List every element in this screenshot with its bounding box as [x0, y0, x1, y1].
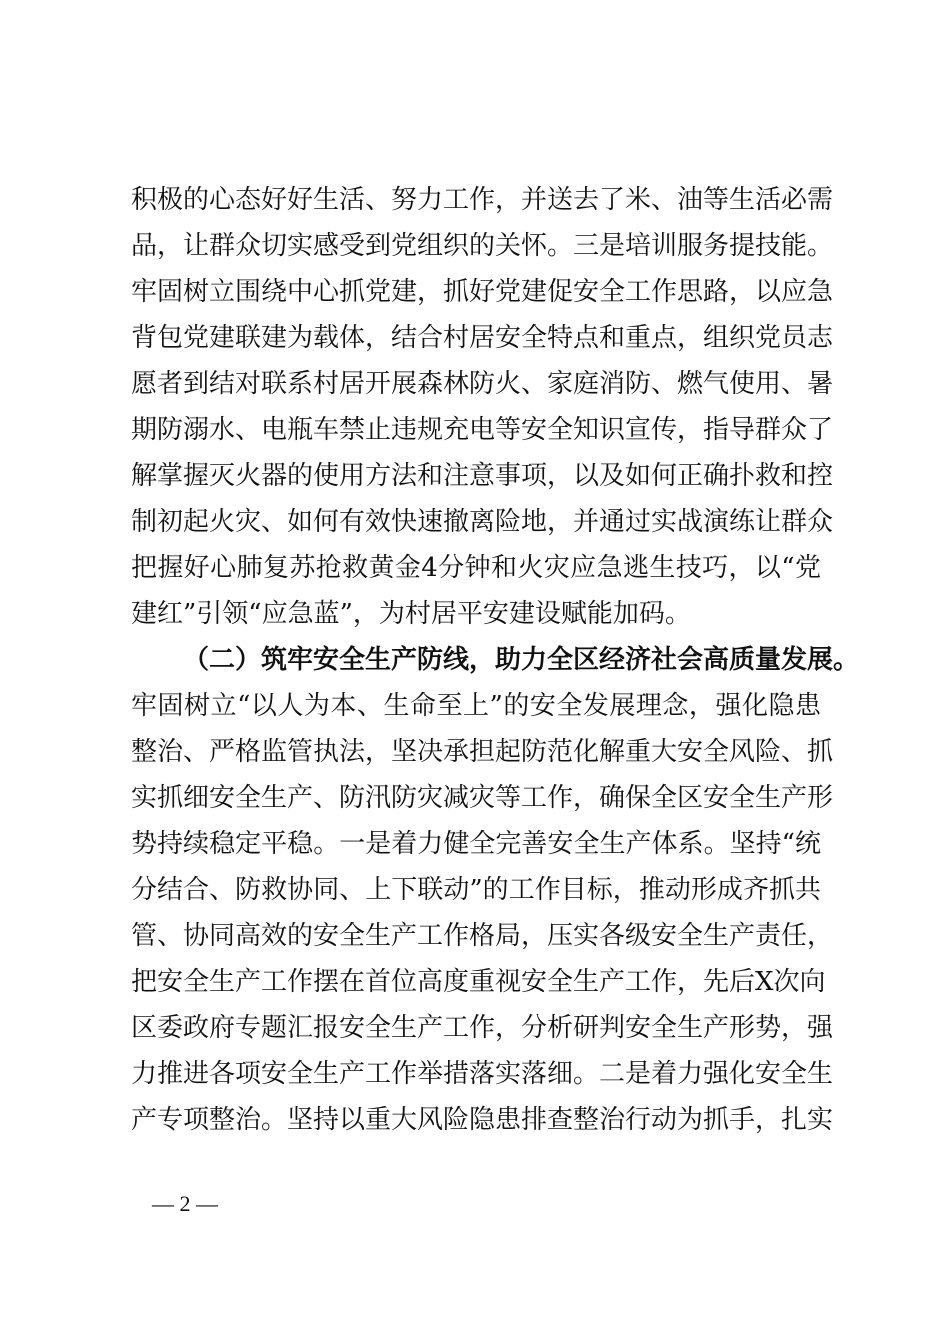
- section-heading: （二）筑牢安全生产防线，助力全区经济社会高质量发展。: [183, 645, 860, 675]
- paragraph-line: 建红”引领“应急蓝”，为村居平安建设赋能加码。: [131, 599, 691, 629]
- paragraph-line: 牢固树立围绕中心抓党建，抓好党建促安全工作思路，以应急: [131, 277, 834, 307]
- paragraph-line: 产专项整治。坚持以重大风险隐患排查整治行动为抓手，扎实: [131, 1105, 834, 1135]
- paragraph-line: 积极的心态好好生活、努力工作，并送去了米、油等生活必需: [131, 185, 834, 215]
- paragraph-line: 区委政府专题汇报安全生产工作，分析研判安全生产形势，强: [131, 1013, 834, 1043]
- paragraph-line: 势持续稳定平稳。一是着力健全完善安全生产体系。坚持“统: [131, 829, 821, 859]
- paragraph-line: 愿者到结对联系村居开展森林防火、家庭消防、燃气使用、暑: [131, 369, 834, 399]
- paragraph-line: 整治、严格监管执法，坚决承担起防范化解重大安全风险、抓: [131, 737, 834, 767]
- paragraph-line: 力推进各项安全生产工作举措落实落细。二是着力强化安全生: [131, 1059, 834, 1089]
- paragraph-line: 管、协同高效的安全生产工作格局，压实各级安全生产责任，: [131, 921, 834, 951]
- paragraph-line: 分结合、防救协同、上下联动”的工作目标，推动形成齐抓共: [131, 875, 821, 905]
- paragraph-line: 制初起火灾、如何有效快速撤离险地，并通过实战演练让群众: [131, 507, 834, 537]
- paragraph-line: 解掌握灭火器的使用方法和注意事项，以及如何正确扑救和控: [131, 461, 834, 491]
- paragraph-line: 实抓细安全生产、防汛防灾减灾等工作，确保全区安全生产形: [131, 783, 834, 813]
- paragraph-line: 把安全生产工作摆在首位高度重视安全生产工作，先后X次向: [131, 967, 826, 997]
- paragraph-line: 品，让群众切实感受到党组织的关怀。三是培训服务提技能。: [131, 231, 834, 261]
- page-number: — 2 —: [152, 1191, 218, 1216]
- paragraph-line: 牢固树立“以人为本、生命至上”的安全发展理念，强化隐患: [131, 691, 821, 721]
- paragraph-line: 期防溺水、电瓶车禁止违规充电等安全知识宣传，指导群众了: [131, 415, 834, 445]
- paragraph-line: 背包党建联建为载体，结合村居安全特点和重点，组织党员志: [131, 323, 834, 353]
- paragraph-line: 把握好心肺复苏抢救黄金4分钟和火灾应急逃生技巧，以“党: [131, 553, 821, 583]
